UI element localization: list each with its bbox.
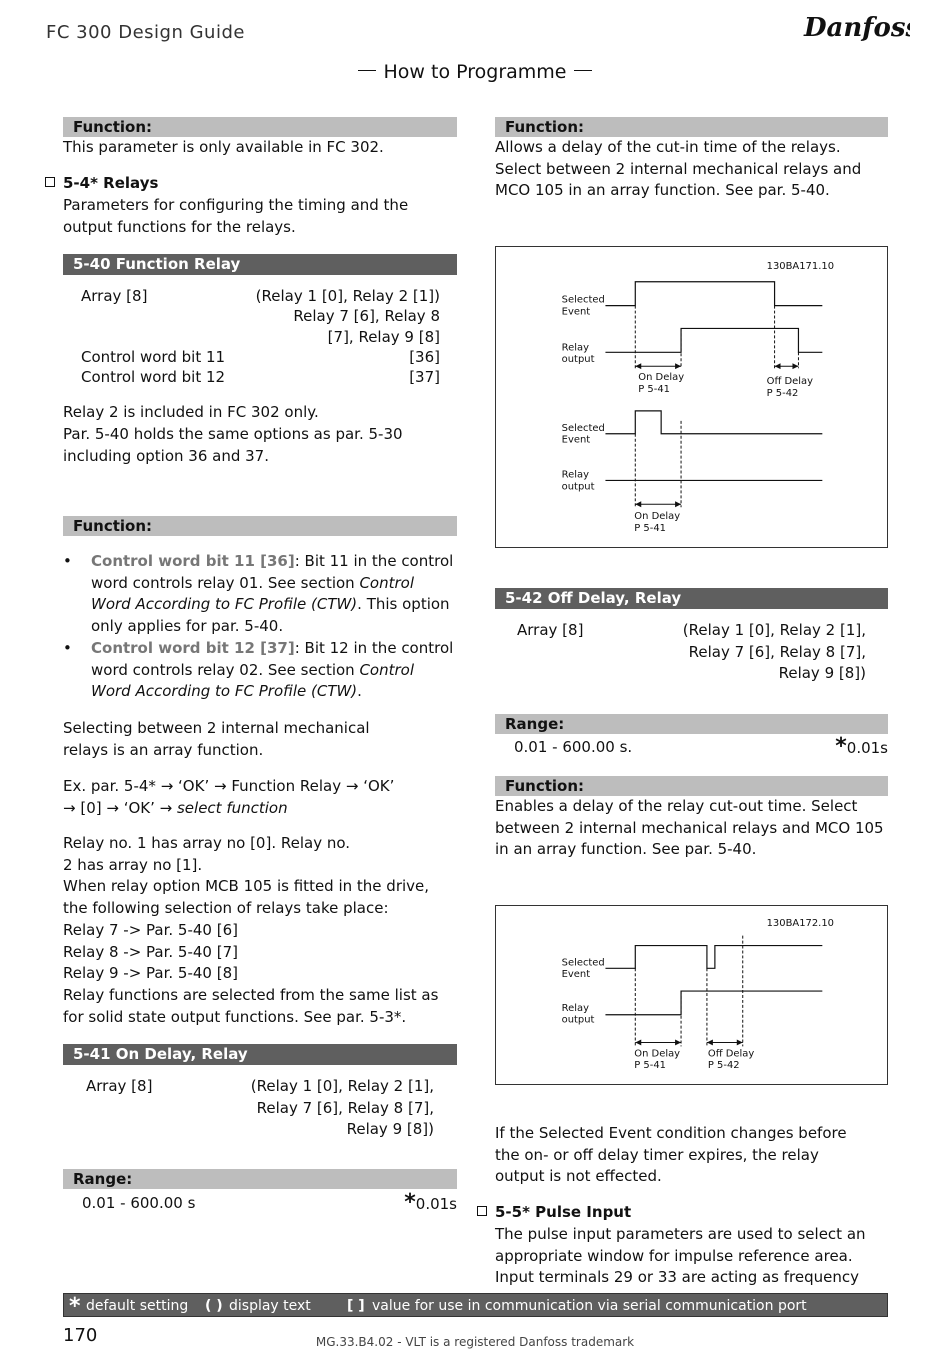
note-line: the following selection of relays take place:	[63, 899, 389, 918]
on-delay-label: P 5-41	[638, 384, 671, 396]
on-delay-label: On Delay	[634, 1048, 681, 1060]
function-text: Allows a delay of the cut-in time of the relays. Select between 2 internal mechanical relays and MCO 105 in an array function. See par. 5-40.	[495, 138, 862, 200]
relays-description: Parameters for configuring the timing and the output functions for the relays.	[63, 196, 409, 236]
note-line: Relay 7 -> Par. 5-40 [6]	[63, 920, 238, 939]
document-title: FC 300 Design Guide	[46, 22, 245, 43]
note-line: Relay 9 -> Par. 5-40 [8]	[63, 964, 238, 983]
array-label: Array [8]	[81, 287, 148, 305]
off-delay-label: Off Delay	[707, 1048, 755, 1060]
checkbox-icon	[477, 1206, 487, 1216]
arrowhead	[675, 1040, 681, 1046]
note-line: 2 has array no [1].	[63, 855, 203, 874]
param-5-42-title: 5-42 Off Delay, Relay	[495, 588, 888, 609]
relay-output-label: Relay	[561, 342, 589, 354]
array-function-note: Selecting between 2 internal mechanical relays is an array function.	[63, 719, 370, 759]
pulse-input-description: The pulse input parameters are used to select an appropriate window for impulse reference area. Input terminals 29 or 33 are acting as frequency	[495, 1225, 866, 1287]
range-row	[514, 736, 888, 759]
array-value: (Relay 1 [0], Relay 2 [1],	[250, 1077, 434, 1095]
section-title-text: How to Programme	[383, 61, 567, 83]
range-label-bar: Range:	[63, 1169, 457, 1189]
selected-event-label: Event	[561, 306, 591, 318]
example-line: → [0] → ‘OK’ → select function	[63, 798, 288, 817]
default-star-icon: *	[404, 1190, 416, 1215]
function-label-bar: Function:	[63, 516, 457, 536]
array-label: Array [8]	[517, 621, 584, 639]
range-value: 0.01 - 600.00 s	[82, 1194, 196, 1212]
off-delay-label: Off Delay	[766, 376, 813, 388]
legend-default-setting: default setting	[86, 1298, 189, 1314]
example-path	[63, 776, 457, 819]
array-value: (Relay 1 [0], Relay 2 [1],	[682, 621, 866, 639]
list-item: • Control word bit 12 [37]: Bit 12 in the control word controls relay 02. See section Control Word According to FC Profile (CTW).	[63, 638, 454, 701]
danfoss-logo	[800, 6, 910, 48]
param-5-41-options	[86, 1076, 434, 1141]
bullet-icon: •	[63, 638, 72, 657]
par-5-40-note: Par. 5-40 holds the same options as par. 5-30 including option 36 and 37.	[63, 425, 403, 465]
relay-output-label: output	[561, 481, 595, 493]
note-line: Relay functions are selected from the same list as	[63, 985, 439, 1004]
selected-event-label: Event	[561, 969, 591, 981]
note-line: for solid state output functions. See par. 5-3*.	[63, 1007, 407, 1026]
title-rule-left	[358, 70, 376, 71]
param-5-40-title: 5-40 Function Relay	[63, 254, 457, 275]
arrowhead	[635, 501, 641, 507]
arrowhead	[675, 363, 681, 369]
pulse-input-heading-text: 5-5* Pulse Input	[495, 1203, 632, 1221]
range-default: *0.01s	[404, 1190, 457, 1215]
on-delay-label: P 5-41	[634, 523, 667, 535]
arrowhead	[675, 501, 681, 507]
arrowhead	[737, 1040, 743, 1046]
selected-event-waveform	[605, 946, 822, 969]
array-value: Relay 7 [6], Relay 8 [7],	[256, 1098, 434, 1117]
relays-heading-text: 5-4* Relays	[63, 174, 159, 192]
array-value: [7], Relay 9 [8]	[327, 328, 440, 346]
note-line: Relay 8 -> Par. 5-40 [7]	[63, 942, 238, 961]
function-text: This parameter is only available in FC 302.	[63, 138, 384, 156]
legend-paren-symbol: ( )	[205, 1298, 223, 1314]
default-star-icon: *	[69, 1294, 81, 1319]
off-delay-timing-diagram	[495, 905, 888, 1085]
relay-output-label: Relay	[561, 469, 589, 481]
array-value: (Relay 1 [0], Relay 2 [1])	[255, 287, 440, 305]
range-row	[82, 1192, 457, 1215]
svg-text:Danfoss: Danfoss	[804, 13, 910, 43]
note-line: When relay option MCB 105 is fitted in the drive,	[63, 877, 430, 896]
function-label-bar: Function:	[495, 776, 888, 796]
pulse-input-heading	[477, 1202, 888, 1224]
selected-event-label: Selected	[561, 422, 605, 434]
selected-event-waveform	[605, 282, 822, 306]
function-text: Enables a delay of the relay cut-out time. Select between 2 internal mechanical relays and MCO 105 in an array function. See par. 5-40.	[495, 797, 884, 859]
on-delay-label: On Delay	[638, 372, 685, 384]
section-title	[0, 61, 950, 83]
array-value: Relay 7 [6], Relay 8	[293, 307, 440, 325]
default-star-icon: *	[835, 734, 847, 759]
param-5-40-options	[81, 286, 440, 387]
relay-output-label: Relay	[561, 1002, 589, 1014]
option-value: [37]	[409, 368, 440, 386]
range-value: 0.01 - 600.00 s.	[514, 738, 633, 756]
relay-output-label: output	[561, 1014, 595, 1026]
bullet-icon: •	[63, 552, 72, 570]
selected-event-label: Event	[561, 434, 591, 446]
arrowhead	[792, 363, 798, 369]
legend-bracket-symbol: [ ]	[347, 1298, 365, 1314]
page-number: 170	[63, 1325, 98, 1346]
param-5-42-options	[517, 620, 866, 685]
relay-2-note: Relay 2 is included in FC 302 only.	[63, 403, 319, 421]
array-value: Relay 9 [8])	[778, 664, 866, 683]
arrowhead	[635, 363, 641, 369]
list-item: • Control word bit 11 [36]: Bit 11 in the control word controls relay 01. See section Control Word According to FC Profile (CTW). This option only applies for par. 5-40.	[63, 552, 454, 636]
example-line: Ex. par. 5-4* → ‘OK’ → Function Relay → ‘OK’	[63, 777, 395, 795]
array-label: Array [8]	[86, 1077, 153, 1095]
relay-output-waveform	[605, 328, 822, 352]
legend-bar	[63, 1293, 888, 1317]
note-line: Relay no. 1 has array no [0]. Relay no.	[63, 834, 351, 852]
arrowhead	[635, 1040, 641, 1046]
on-delay-label: On Delay	[634, 511, 681, 523]
function-label-bar: Function:	[495, 117, 888, 137]
off-delay-label: P 5-42	[766, 388, 799, 400]
off-delay-label: P 5-42	[707, 1060, 740, 1072]
range-label-bar: Range:	[495, 714, 888, 734]
event-change-note: If the Selected Event condition changes before the on- or off delay timer expires, the relay output is not effected.	[495, 1124, 847, 1186]
array-value: Relay 9 [8])	[346, 1120, 434, 1139]
relay-output-label: output	[561, 354, 595, 366]
trademark-note: MG.33.B4.02 - VLT is a registered Danfoss trademark	[315, 1335, 635, 1349]
param-5-41-title: 5-41 On Delay, Relay	[63, 1044, 457, 1065]
selected-event-waveform	[605, 411, 822, 434]
option-label: Control word bit 11	[81, 348, 226, 366]
selected-event-label: Selected	[561, 294, 605, 306]
figure-code: 130BA172.10	[766, 917, 834, 929]
range-default: *0.01s	[835, 734, 888, 759]
function-bullet-list	[63, 551, 457, 703]
option-value: [36]	[409, 348, 440, 366]
option-label: Control word bit 12	[81, 368, 226, 386]
relays-heading	[45, 173, 457, 195]
selected-event-label: Selected	[561, 957, 605, 969]
on-delay-timing-diagram	[495, 246, 888, 548]
on-delay-label: P 5-41	[634, 1060, 666, 1072]
relay-output-waveform	[605, 991, 822, 1015]
relay-number-notes	[63, 833, 457, 1028]
arrowhead	[707, 1040, 713, 1046]
checkbox-icon	[45, 177, 55, 187]
figure-code: 130BA171.10	[766, 260, 835, 272]
function-label-bar: Function:	[63, 117, 457, 137]
title-rule-right	[574, 70, 592, 71]
legend-serial-text: value for use in communication via serial communication port	[372, 1298, 807, 1314]
legend-display-text: display text	[229, 1298, 311, 1314]
array-value: Relay 7 [6], Relay 8 [7],	[688, 642, 866, 661]
arrowhead	[775, 363, 781, 369]
